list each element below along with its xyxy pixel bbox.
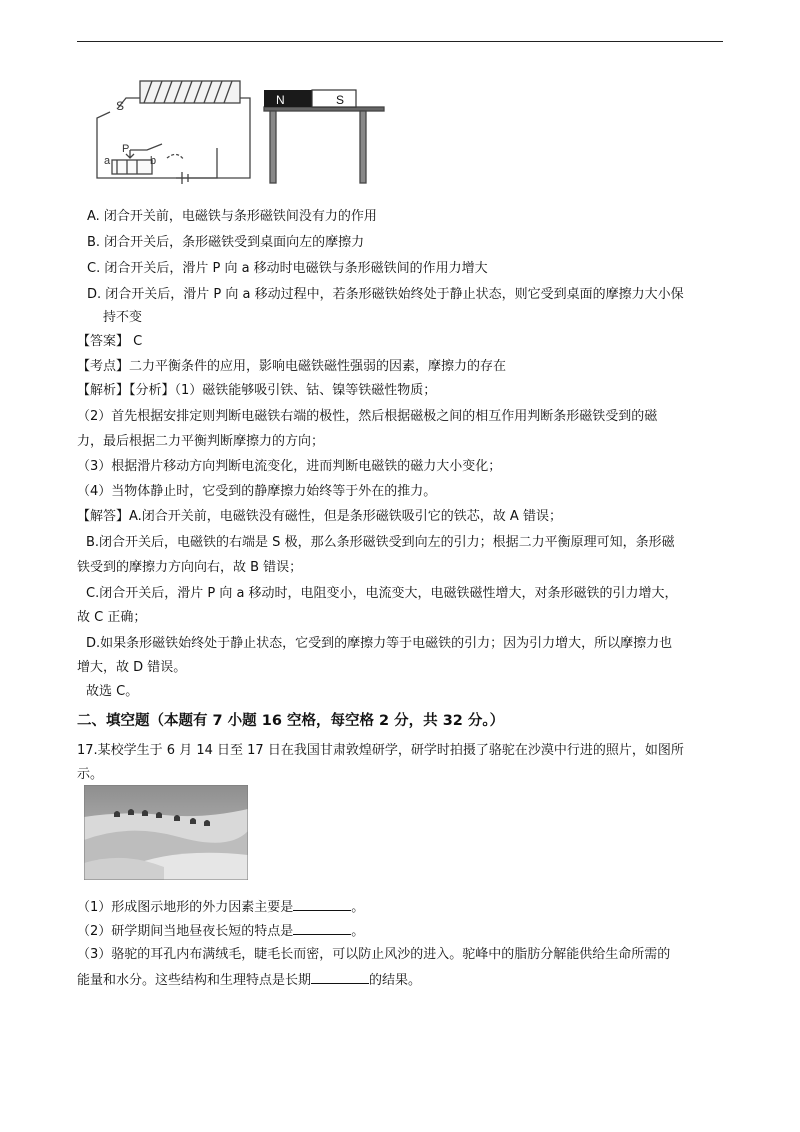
electromagnet-circuit-figure xyxy=(92,78,392,186)
option-c: C. 闭合开关后，滑片 P 向 a 移动时电磁铁与条形磁铁间的作用力增大 xyxy=(87,261,488,276)
section-heading: 二、填空题（本题有 7 小题 16 空格，每空格 2 分，共 32 分。） xyxy=(77,713,505,729)
switch-label: S xyxy=(116,99,125,113)
question-17-sub2 xyxy=(77,922,364,941)
kaodian: 【考点】二力平衡条件的应用，影响电磁铁磁性强弱的因素，摩擦力的存在 xyxy=(77,359,507,374)
n-pole-label: N xyxy=(276,93,285,107)
analysis-line3: 力，最后根据二力平衡判断摩擦力的方向； xyxy=(77,434,325,449)
question-17-sub1 xyxy=(77,898,364,917)
sub2-text: （2）研学期间当地昼夜长短的特点是 xyxy=(77,924,294,939)
question-17-line1: 17.某校学生于 6 月 14 日至 17 日在我国甘肃敦煌研学，研学时拍摄了骆驼在沙漠中行进的照片，如图所 xyxy=(77,743,684,758)
terminal-b-label: b xyxy=(150,155,157,167)
analysis-line4: （3）根据滑片移动方向判断电流变化，进而判断电磁铁的磁力大小变化； xyxy=(77,459,502,474)
solution-line1: 【解答】A.闭合开关前，电磁铁没有磁性，但是条形磁铁吸引它的铁芯，故 A 错误； xyxy=(77,509,562,524)
option-b: B. 闭合开关后，条形磁铁受到桌面向左的摩擦力 xyxy=(87,235,365,250)
sub2-blank[interactable] xyxy=(293,922,351,935)
sub3-blank[interactable] xyxy=(311,971,369,984)
sub3-end: 的结果。 xyxy=(369,973,422,988)
desert-camel-photo xyxy=(84,785,248,880)
question-17-sub3-line2 xyxy=(77,971,421,990)
answer: 【答案】 C xyxy=(77,334,143,349)
analysis-line1: 【解析】【分析】（1）磁铁能够吸引铁、钴、镍等铁磁性物质； xyxy=(77,383,437,398)
solution-line3: 铁受到的摩擦力方向向右，故 B 错误； xyxy=(77,560,303,575)
solution-line8: 故选 C。 xyxy=(86,684,139,699)
sub1-text: （1）形成图示地形的外力因素主要是 xyxy=(77,900,294,915)
solution-line4: C.闭合开关后，滑片 P 向 a 移动时，电阻变小，电流变大，电磁铁磁性增大，对条形磁铁的引力增大， xyxy=(86,586,678,601)
s-pole-label: S xyxy=(336,93,345,107)
solution-line7: 增大，故 D 错误。 xyxy=(77,660,187,675)
header-rule xyxy=(77,41,723,42)
sub1-blank[interactable] xyxy=(293,898,351,911)
slider-p-label: P xyxy=(122,143,130,155)
sub1-end: 。 xyxy=(351,900,365,915)
option-a: A. 闭合开关前，电磁铁与条形磁铁间没有力的作用 xyxy=(87,209,377,224)
solution-line6: D.如果条形磁铁始终处于静止状态，它受到的摩擦力等于电磁铁的引力；因为引力增大，所以摩擦力也 xyxy=(86,636,673,651)
sub3-text: 能量和水分。这些结构和生理特点是长期 xyxy=(77,973,312,988)
question-17-sub3-line1: （3）骆驼的耳孔内布满绒毛，睫毛长而密，可以防止风沙的进入。驼峰中的脂肪分解能供给生命所需的 xyxy=(77,947,671,962)
terminal-a-label: a xyxy=(104,155,111,167)
question-17-line2: 示。 xyxy=(77,767,104,782)
analysis-line2: （2）首先根据安排定则判断电磁铁右端的极性，然后根据磁极之间的相互作用判断条形磁铁受到的磁 xyxy=(77,409,658,424)
solution-line5: 故 C 正确； xyxy=(77,610,147,625)
option-d-line2: 持不变 xyxy=(103,310,143,325)
solution-line2: B.闭合开关后，电磁铁的右端是 S 极，那么条形磁铁受到向左的引力；根据二力平衡原理可知，条形磁 xyxy=(86,535,675,550)
option-d-line1: D. 闭合开关后，滑片 P 向 a 移动过程中，若条形磁铁始终处于静止状态，则它受到桌面的摩擦力大小保 xyxy=(87,287,684,302)
analysis-line5: （4）当物体静止时，它受到的静摩擦力始终等于外在的推力。 xyxy=(77,484,437,499)
sub2-end: 。 xyxy=(351,924,365,939)
